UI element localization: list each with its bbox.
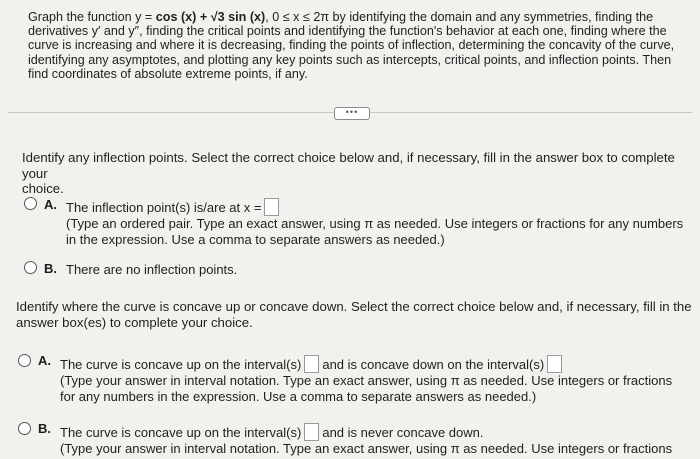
- q2-option-a-text: [60, 355, 690, 404]
- function-expression: cos (x) + √3 sin (x): [155, 10, 266, 24]
- problem-line5: find coordinates of absolute extreme points, if any.: [28, 66, 308, 81]
- concave-up-answer-box[interactable]: [304, 355, 319, 373]
- q1-option-b-radio[interactable]: [24, 261, 37, 274]
- problem-line2: derivatives y′ and y″, finding the critical points and identifying the function's behavior at each one, finding where the: [28, 24, 667, 39]
- q1-option-a-hint2: in the expression. Use a comma to separate answers as needed.): [66, 231, 445, 247]
- concave-down-answer-box[interactable]: [547, 355, 562, 373]
- problem-line1-end: , 0 ≤ x ≤ 2π by identifying the domain and any symmetries, finding the: [265, 10, 654, 24]
- q2-option-a-label-b: and is concave down on the interval(s): [322, 357, 545, 372]
- q2-option-b-radio[interactable]: [18, 422, 31, 435]
- q2-prompt: [16, 299, 694, 330]
- q1-prompt: [22, 150, 692, 197]
- q2-option-a-label-a: The curve is concave up on the interval(s): [60, 357, 302, 372]
- q2-option-b-label-a: The curve is concave up on the interval(s): [60, 425, 302, 440]
- q1-option-b-letter: B.: [44, 261, 57, 276]
- q2-option-b-hint1: (Type your answer in interval notation. Type an exact answer, using π as needed. Use integers or fractions: [60, 441, 673, 456]
- q1-option-a-label: The inflection point(s) is/are at x =: [66, 200, 262, 215]
- q2-option-b-label-b: and is never concave down.: [322, 425, 484, 440]
- q2-option-a-hint1: (Type your answer in interval notation. Type an exact answer, using π as needed. Use integers or fractions: [60, 373, 673, 388]
- q1-option-a-letter: A.: [44, 197, 57, 212]
- q1-option-b-text: There are no inflection points.: [66, 262, 238, 277]
- q2-option-a-radio[interactable]: [18, 354, 31, 367]
- q1-option-a-hint1: (Type an ordered pair. Type an exact answer, using π as needed. Use integers or fractions for any numbers: [66, 216, 684, 231]
- q2-option-a-letter: A.: [38, 353, 51, 368]
- problem-statement: [28, 10, 690, 81]
- q1-prompt-line1: Identify any inflection points. Select the correct choice below and, if necessary, fill in the answer box to complete your: [22, 150, 675, 181]
- problem-line1-start: Graph the function y =: [28, 10, 156, 24]
- q2-prompt-line2: answer box(es) to complete your choice.: [16, 314, 253, 330]
- q1-prompt-line2: choice.: [22, 181, 64, 196]
- problem-line3: curve is increasing and where it is decreasing, finding the points of inflection, determining the concavity of the curve,: [28, 38, 675, 53]
- q2-option-a-hint2: for any numbers in the expression. Use a comma to separate answers as needed.): [60, 388, 537, 404]
- q2-option-b-text: [60, 423, 700, 457]
- q2-prompt-line1: Identify where the curve is concave up or concave down. Select the correct choice below and, if necessary, fill in the: [16, 299, 692, 314]
- q1-option-a-radio[interactable]: [24, 197, 37, 210]
- q2-option-b-letter: B.: [38, 421, 51, 436]
- q1-option-a-text: [66, 198, 686, 247]
- concave-up-only-answer-box[interactable]: [304, 423, 319, 441]
- problem-line4: identifying any asymptotes, and plotting any key points such as intercepts, critical points, and inflection points. Then: [28, 52, 672, 67]
- inflection-answer-box[interactable]: [264, 198, 279, 216]
- more-button[interactable]: •••: [334, 107, 370, 120]
